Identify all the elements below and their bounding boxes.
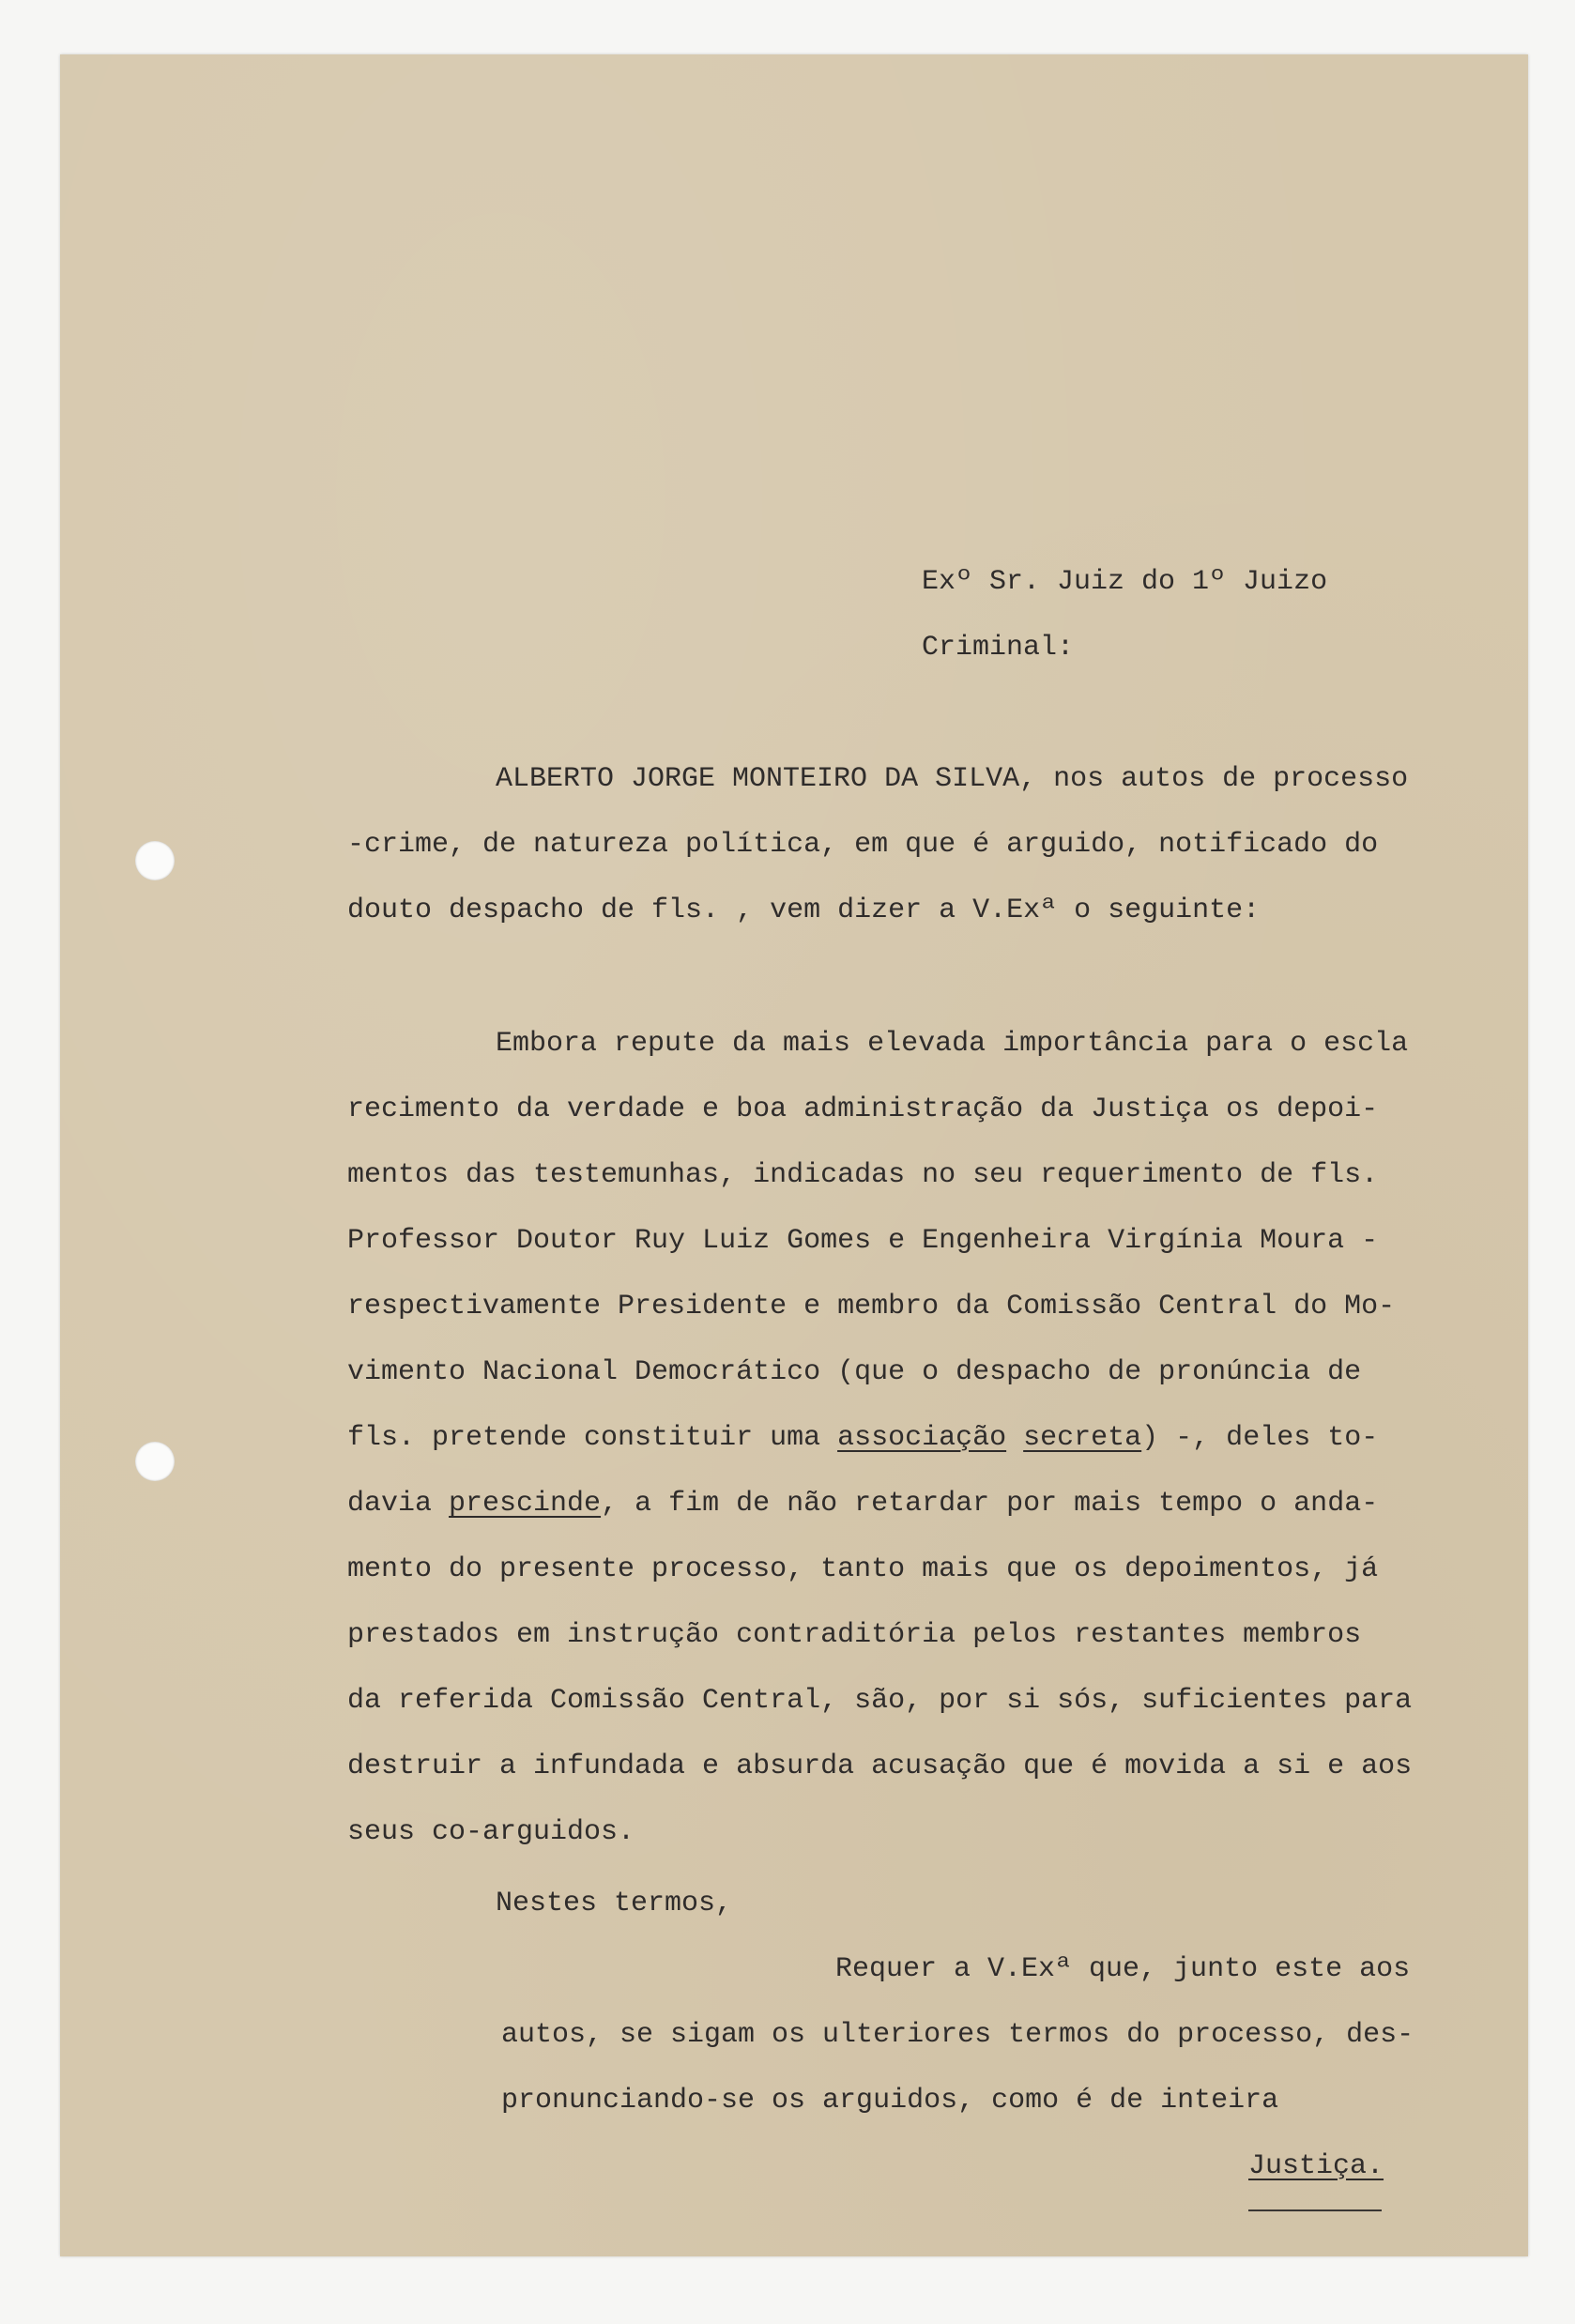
address-line-2: Criminal: bbox=[922, 632, 1075, 664]
para2-line-1: Embora repute da mais elevada importância para o escla bbox=[496, 1028, 1409, 1060]
closing-nestes-termos: Nestes termos, bbox=[496, 1888, 733, 1919]
para2-line-3: mentos das testemunhas, indicadas no seu requerimento de fls. bbox=[347, 1159, 1379, 1191]
line8-post: , a fim de não retardar por mais tempo o anda- bbox=[601, 1488, 1379, 1520]
closing-underline-rule bbox=[1248, 2209, 1382, 2211]
para1-line-2: -crime, de natureza política, em que é arguido, notificado do bbox=[347, 829, 1379, 861]
line8-pre: davia bbox=[347, 1488, 450, 1520]
line7-space bbox=[1006, 1422, 1023, 1454]
underlined-prescinde: prescinde bbox=[449, 1488, 602, 1520]
para2-line-6: vimento Nacional Democrático (que o despacho de pronúncia de bbox=[347, 1356, 1362, 1388]
address-line-1: Exº Sr. Juiz do 1º Juizo bbox=[922, 566, 1328, 598]
para2-line-2: recimento da verdade e boa administração da Justiça os depoi- bbox=[347, 1093, 1379, 1125]
para2-line-7 bbox=[347, 1405, 1378, 1471]
closing-line-3: autos, se sigam os ulteriores termos do processo, des- bbox=[501, 2019, 1414, 2051]
para2-line-8 bbox=[347, 1471, 1378, 1537]
punch-hole-bottom bbox=[135, 1442, 175, 1481]
line7-pre: fls. pretende constituir uma bbox=[347, 1422, 838, 1454]
line7-post: ) -, deles to- bbox=[1141, 1422, 1379, 1454]
para1-line-1: ALBERTO JORGE MONTEIRO DA SILVA, nos autos de processo bbox=[496, 763, 1409, 795]
closing-justica: Justiça. bbox=[1248, 2150, 1384, 2182]
para2-line-11: da referida Comissão Central, são, por si sós, suficientes para bbox=[347, 1685, 1413, 1717]
para2-line-5: respectivamente Presidente e membro da Comissão Central do Mo- bbox=[347, 1291, 1396, 1323]
closing-line-4: pronunciando-se os arguidos, como é de inteira bbox=[501, 2085, 1279, 2117]
para2-line-9: mento do presente processo, tanto mais que os depoimentos, já bbox=[347, 1553, 1379, 1585]
para2-line-4: Professor Doutor Ruy Luiz Gomes e Engenheira Virgínia Moura - bbox=[347, 1225, 1379, 1257]
underlined-associacao: associação bbox=[837, 1422, 1007, 1454]
para2-line-10: prestados em instrução contraditória pelos restantes membros bbox=[347, 1619, 1362, 1651]
punch-hole-top bbox=[135, 841, 175, 880]
closing-line-2: Requer a V.Exª que, junto este aos bbox=[835, 1953, 1411, 1985]
para2-line-13: seus co-arguidos. bbox=[347, 1816, 635, 1848]
para1-line-3: douto despacho de fls. , vem dizer a V.Exª o seguinte: bbox=[347, 894, 1261, 926]
para2-line-12: destruir a infundada e absurda acusação que é movida a si e aos bbox=[347, 1751, 1413, 1782]
underlined-secreta: secreta bbox=[1023, 1422, 1142, 1454]
